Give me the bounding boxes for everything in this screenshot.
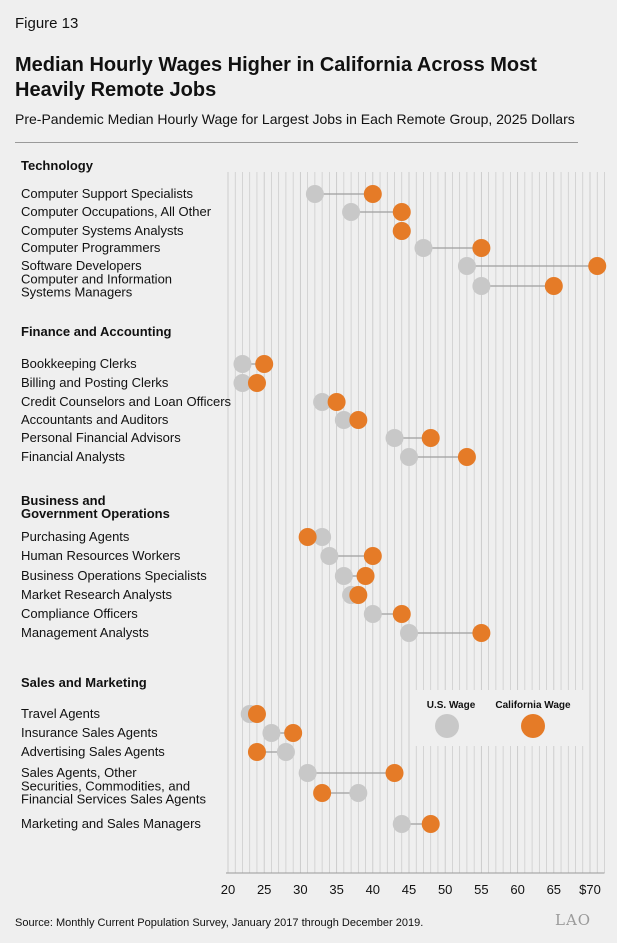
ca-wage-point <box>349 586 367 604</box>
ca-wage-point <box>422 815 440 833</box>
us-wage-point <box>299 764 317 782</box>
ca-wage-point <box>248 743 266 761</box>
job-label: Computer Support Specialists <box>21 186 193 201</box>
job-label: Software Developers <box>21 258 142 273</box>
job-label: Travel Agents <box>21 706 101 721</box>
ca-wage-point <box>284 724 302 742</box>
x-tick-label: 50 <box>437 882 453 897</box>
ca-wage-point <box>248 705 266 723</box>
us-wage-point <box>342 203 360 221</box>
job-label: Personal Financial Advisors <box>21 430 181 445</box>
us-wage-point <box>349 784 367 802</box>
ca-wage-point <box>393 222 411 240</box>
job-label: Marketing and Sales Managers <box>21 816 201 831</box>
chart-subtitle: Pre-Pandemic Median Hourly Wage for Largest Jobs in Each Remote Group, 2025 Dollars <box>15 111 575 127</box>
group-header: Government Operations <box>21 506 170 521</box>
x-tick-label: 35 <box>329 882 344 897</box>
group-header: Business and <box>21 493 106 508</box>
x-tick-label: 40 <box>365 882 381 897</box>
ca-wage-point <box>328 393 346 411</box>
us-wage-point <box>364 605 382 623</box>
job-label: Advertising Sales Agents <box>21 744 165 759</box>
us-wage-point <box>414 239 432 257</box>
legend-ca-swatch <box>521 714 545 738</box>
ca-wage-point <box>588 257 606 275</box>
group-header: Finance and Accounting <box>21 324 172 339</box>
ca-wage-point <box>299 528 317 546</box>
job-label: Computer Programmers <box>21 240 161 255</box>
ca-wage-point <box>248 374 266 392</box>
job-label: Business Operations Specialists <box>21 568 207 583</box>
job-label: Compliance Officers <box>21 606 138 621</box>
ca-wage-point <box>545 277 563 295</box>
ca-wage-point <box>349 411 367 429</box>
x-tick-label: 25 <box>256 882 272 897</box>
job-label: Management Analysts <box>21 625 149 640</box>
us-wage-point <box>335 567 353 585</box>
x-tick-label: 45 <box>401 882 417 897</box>
figure-label: Figure 13 <box>15 15 79 32</box>
job-label: Sales Agents, Other <box>21 765 137 780</box>
job-label: Bookkeeping Clerks <box>21 356 137 371</box>
job-label: Insurance Sales Agents <box>21 725 158 740</box>
job-label: Accountants and Auditors <box>21 412 169 427</box>
us-wage-point <box>233 355 251 373</box>
job-label: Financial Services Sales Agents <box>21 791 206 807</box>
x-tick-label: 60 <box>510 882 525 897</box>
ca-wage-point <box>472 624 490 642</box>
us-wage-point <box>262 724 280 742</box>
x-tick-label: 55 <box>474 882 489 897</box>
group-header: Sales and Marketing <box>21 675 147 690</box>
us-wage-point <box>277 743 295 761</box>
us-wage-point <box>400 624 418 642</box>
job-label: Purchasing Agents <box>21 529 130 544</box>
lao-logo: LAO <box>555 911 592 929</box>
x-tick-label: $70 <box>579 882 601 897</box>
ca-wage-point <box>393 203 411 221</box>
job-label: Systems Managers <box>21 284 133 300</box>
job-label: Credit Counselors and Loan Officers <box>21 394 232 409</box>
legend-us-label: U.S. Wage <box>426 700 476 711</box>
group-header: Technology <box>21 158 93 173</box>
ca-wage-point <box>386 764 404 782</box>
ca-wage-point <box>357 567 375 585</box>
chart-title: Median Hourly Wages Higher in California Across Most Heavily Remote Jobs <box>15 54 537 101</box>
source-note: Source: Monthly Current Population Survey, January 2017 through December 2019. <box>15 917 424 929</box>
job-label: Securities, Commodities, and <box>21 778 191 794</box>
us-wage-point <box>386 429 404 447</box>
job-label: Computer and Information <box>21 271 173 287</box>
ca-wage-point <box>458 448 476 466</box>
job-label: Billing and Posting Clerks <box>21 375 169 390</box>
job-label: Financial Analysts <box>21 449 126 464</box>
us-wage-point <box>458 257 476 275</box>
us-wage-point <box>393 815 411 833</box>
ca-wage-point <box>422 429 440 447</box>
ca-wage-point <box>472 239 490 257</box>
us-wage-point <box>472 277 490 295</box>
legend-ca-label: California Wage <box>495 700 571 711</box>
job-label: Human Resources Workers <box>21 548 181 563</box>
us-wage-point <box>400 448 418 466</box>
x-tick-label: 20 <box>220 882 236 897</box>
us-wage-point <box>320 547 338 565</box>
us-wage-point <box>306 185 324 203</box>
ca-wage-point <box>364 185 382 203</box>
legend-us-swatch <box>435 714 459 738</box>
job-label: Market Research Analysts <box>21 587 173 602</box>
x-tick-label: 30 <box>293 882 308 897</box>
ca-wage-point <box>255 355 273 373</box>
ca-wage-point <box>313 784 331 802</box>
ca-wage-point <box>393 605 411 623</box>
x-tick-label: 65 <box>546 882 562 897</box>
ca-wage-point <box>364 547 382 565</box>
job-label: Computer Systems Analysts <box>21 223 184 238</box>
job-label: Computer Occupations, All Other <box>21 204 212 219</box>
